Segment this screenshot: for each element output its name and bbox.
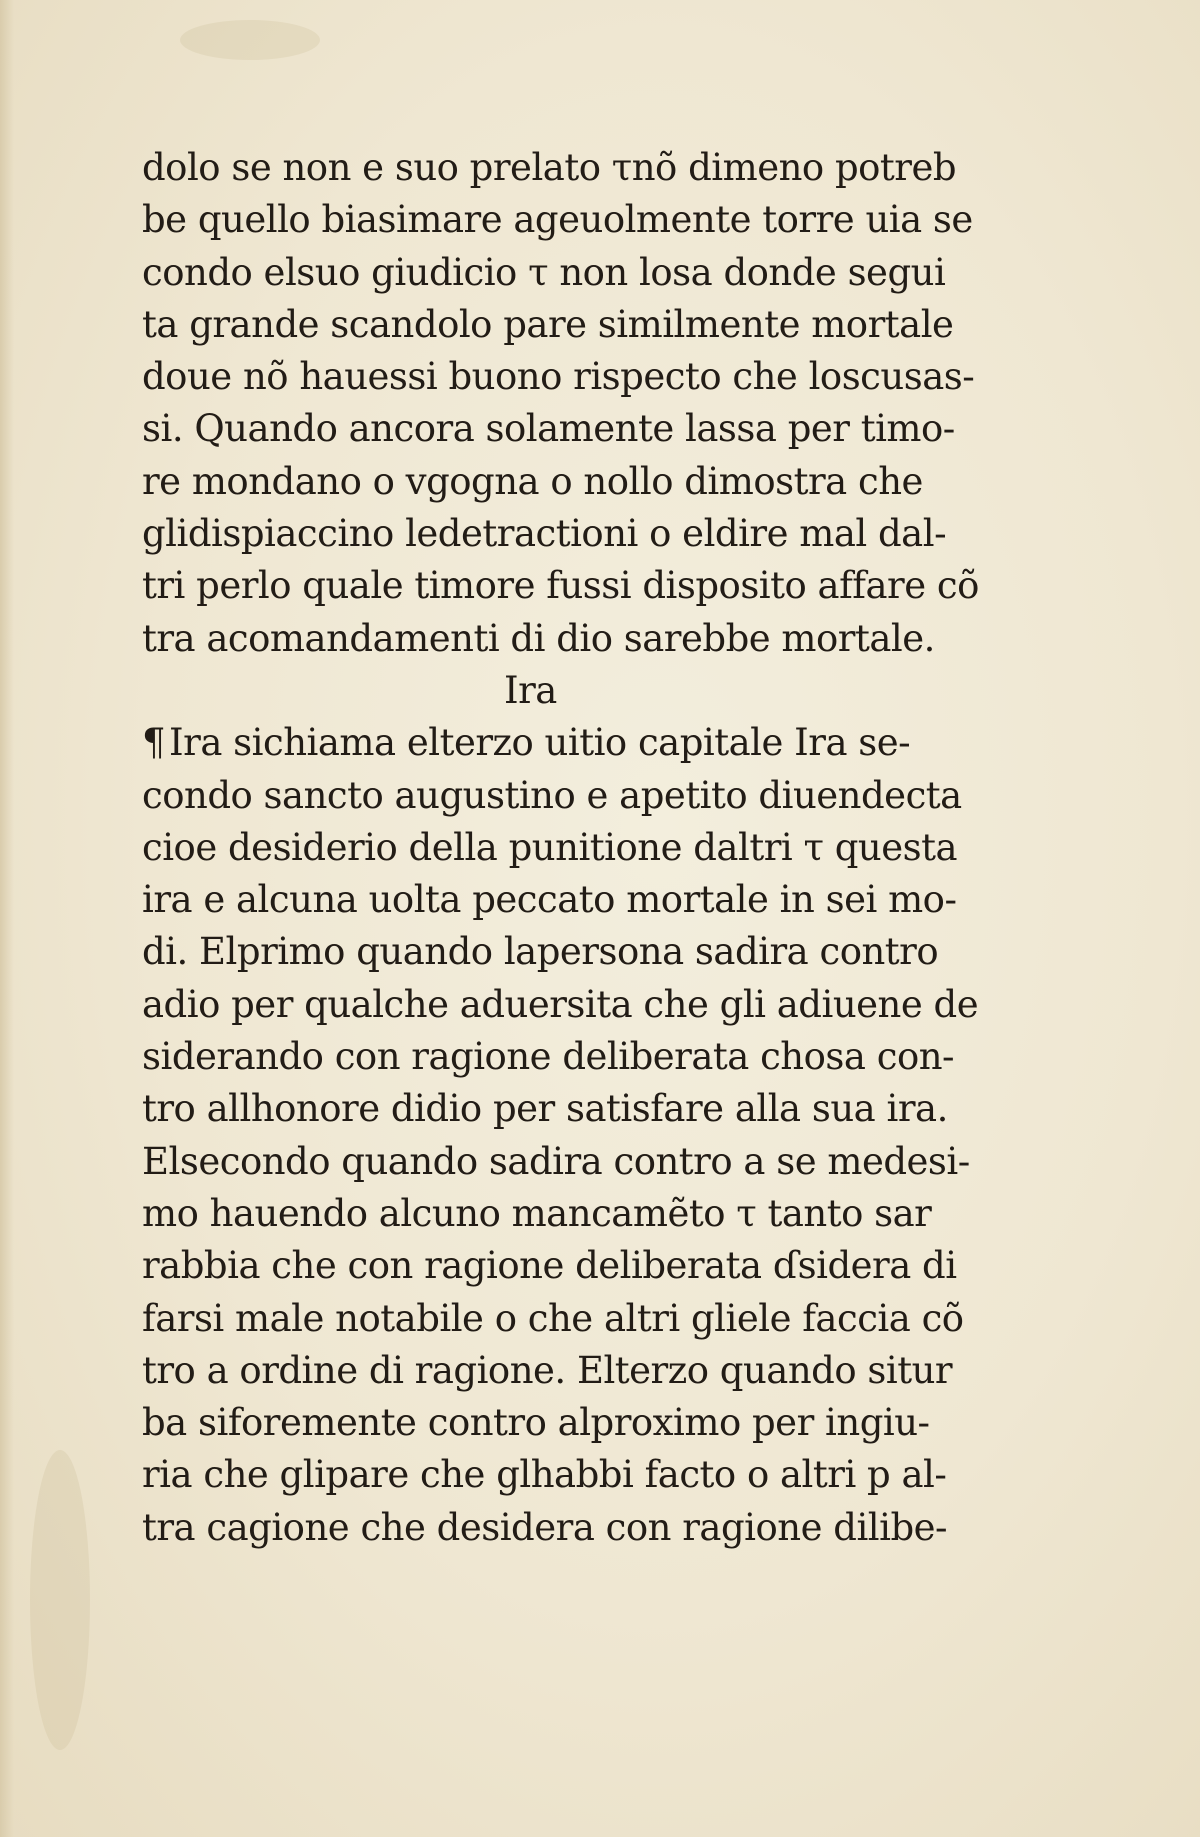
text-line: condo sancto augustino e apetito diuendecta	[142, 773, 962, 817]
text-line: re mondano o vgogna o nollo dimostra che	[142, 459, 923, 503]
text-line: cioe desiderio della punitione daltri τ questa	[142, 825, 958, 869]
text-line: mo hauendo alcuno mancamẽto τ tanto sar	[142, 1191, 932, 1235]
text-line: dolo se non e suo prelato τnõ dimeno potreb	[142, 146, 957, 189]
text-line: be quello biasimare ageuolmente torre uia se	[142, 198, 973, 242]
text-line: doue nõ hauessi buono rispecto che loscusas-	[142, 355, 975, 399]
text-line: adio per qualche aduersita che gli adiuene de	[142, 982, 979, 1026]
text-line: glidispiaccino ledetractioni o eldire mal dal-	[142, 512, 947, 556]
pilcrow-icon: ¶	[142, 721, 166, 765]
text-line: Elsecondo quando sadira contro a se medesi-	[142, 1139, 970, 1183]
text-line: di. Elprimo quando lapersona sadira contro	[142, 930, 939, 974]
text-line: tri perlo quale timore fussi disposito affare cõ	[142, 564, 979, 608]
paper-stain	[180, 20, 320, 60]
text-line: rabbia che con ragione deliberata ɗsidera di	[142, 1244, 957, 1288]
text-line: ta grande scandolo pare similmente mortale	[142, 302, 954, 346]
text-line: tro allhonore didio per satisfare alla sua ira.	[142, 1087, 948, 1131]
paper-stain	[30, 1450, 90, 1750]
text-line	[142, 717, 962, 769]
text-line: condo elsuo giudicio τ non losa donde segui	[142, 250, 946, 294]
text-line: tro a ordine di ragione. Elterzo quando situr	[142, 1348, 953, 1392]
text-line: ira e alcuna uolta peccato mortale in sei mo-	[142, 878, 957, 922]
text-line: farsi male notabile o che altri gliele faccia cõ	[142, 1296, 964, 1340]
first-line-text: Ira sichiama elterzo uitio capitale Ira se-	[169, 721, 911, 765]
page-edge	[0, 0, 14, 1837]
text-line: tra acomandamenti di dio sarebbe mortale.	[142, 616, 935, 660]
section-heading: Ira	[504, 668, 557, 712]
text-line: ba siforemente contro alproximo per ingiu-	[142, 1401, 930, 1445]
text-line: siderando con ragione deliberata chosa con-	[142, 1035, 955, 1079]
text-line: ria che glipare che glhabbi facto o altri p al-	[142, 1453, 947, 1497]
text-line: si. Quando ancora solamente lassa per timo-	[142, 407, 955, 451]
text-line: tra cagione che desidera con ragione dilibe-	[142, 1505, 948, 1549]
text-block	[142, 142, 979, 1554]
